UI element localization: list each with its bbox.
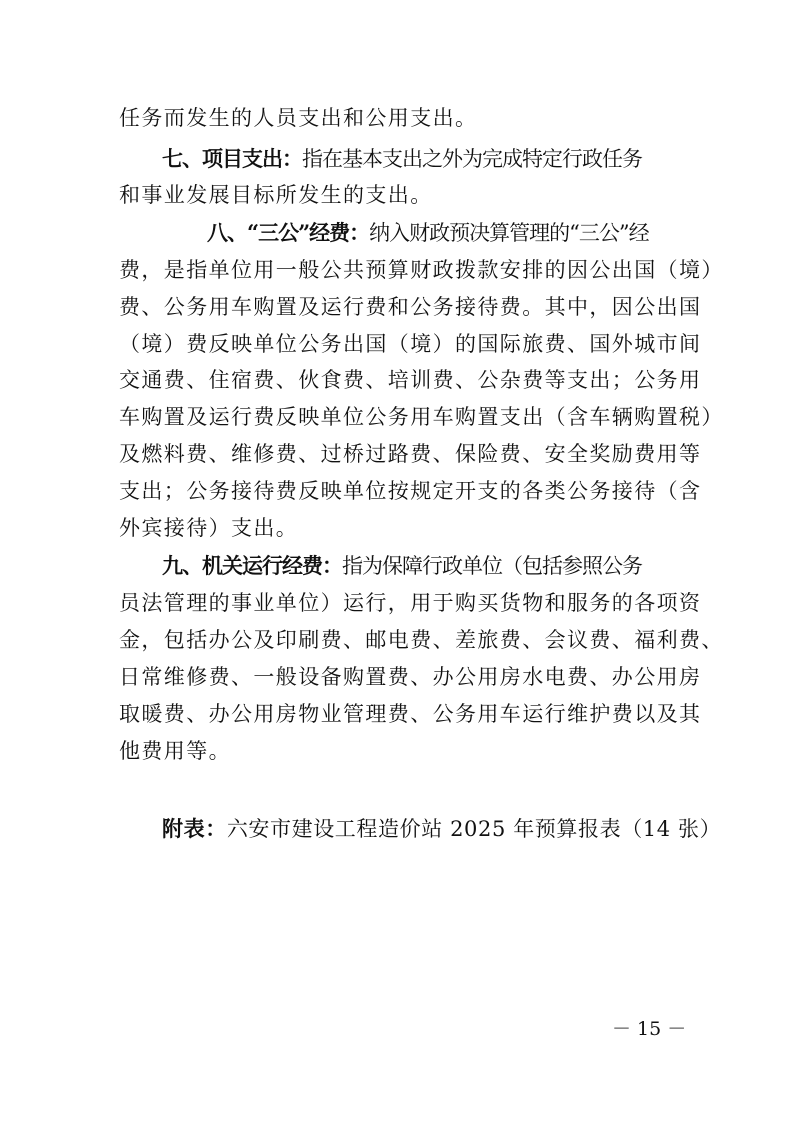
body-line [119,737,679,765]
body-line [119,104,679,132]
attachment-note [162,815,721,843]
line-text: 和事业发展目标所发生的支出。 [119,183,433,207]
body-line [119,700,702,728]
body-line [119,293,702,321]
body-line [119,477,702,505]
body-line [119,403,724,431]
section-heading-line [207,219,767,247]
body-line [119,366,702,394]
body-line [119,514,679,542]
body-line [119,440,702,468]
line-text: 费，是指单位用一般公共预算财政拨款安排的因公出国（境） [119,258,724,282]
body-line [119,181,679,209]
line-text: 任务而发生的人员支出和公用支出。 [119,106,478,130]
line-text: 车购置及运行费反映单位公务用车购置支出（含车辆购置税） [119,405,724,429]
section-heading-8: 八、“三公”经费： [207,220,370,245]
line-text: 支出；公务接待费反映单位按规定开支的各类公务接待（含 [119,479,702,503]
body-line [119,330,702,358]
page-number: － 15 － [612,1018,687,1040]
line-text: 取暖费、办公用房物业管理费、公务用车运行维护费以及其 [119,702,702,726]
line-text: 费、公务用车购置及运行费和公务接待费。其中，因公出国 [119,295,702,319]
section-heading-9: 九、机关运行经费： [162,553,342,578]
line-text: 金，包括办公及印刷费、邮电费、差旅费、会议费、福利费、 [119,628,724,652]
body-line [119,256,724,284]
line-text: 指为保障行政单位（包括参照公务 [342,554,642,578]
line-text: 指在基本支出之外为完成特定行政任务 [302,147,642,171]
line-text: 交通费、住宿费、伙食费、培训费、公杂费等支出；公务用 [119,368,702,392]
body-line [119,626,724,654]
attachment-text: 六安市建设工程造价站 2025 年预算报表（14 张） [226,817,722,841]
body-line [119,663,702,691]
body-line [119,589,702,617]
line-text: 他费用等。 [119,739,231,763]
section-heading-7: 七、项目支出： [162,146,302,171]
section-heading-line [162,145,722,173]
attachment-label: 附表： [162,816,227,841]
line-text: 外宾接待）支出。 [119,516,299,540]
section-heading-line [162,552,722,580]
line-text: 日常维修费、一般设备购置费、办公用房水电费、办公用房 [119,665,702,689]
line-text: 纳入财政预决算管理的“三公”经 [369,221,649,245]
line-text: （境）费反映单位公务出国（境）的国际旅费、国外城市间 [119,332,702,356]
line-text: 员法管理的事业单位）运行，用于购买货物和服务的各项资 [119,591,702,615]
line-text: 及燃料费、维修费、过桥过路费、保险费、安全奖励费用等 [119,442,702,466]
